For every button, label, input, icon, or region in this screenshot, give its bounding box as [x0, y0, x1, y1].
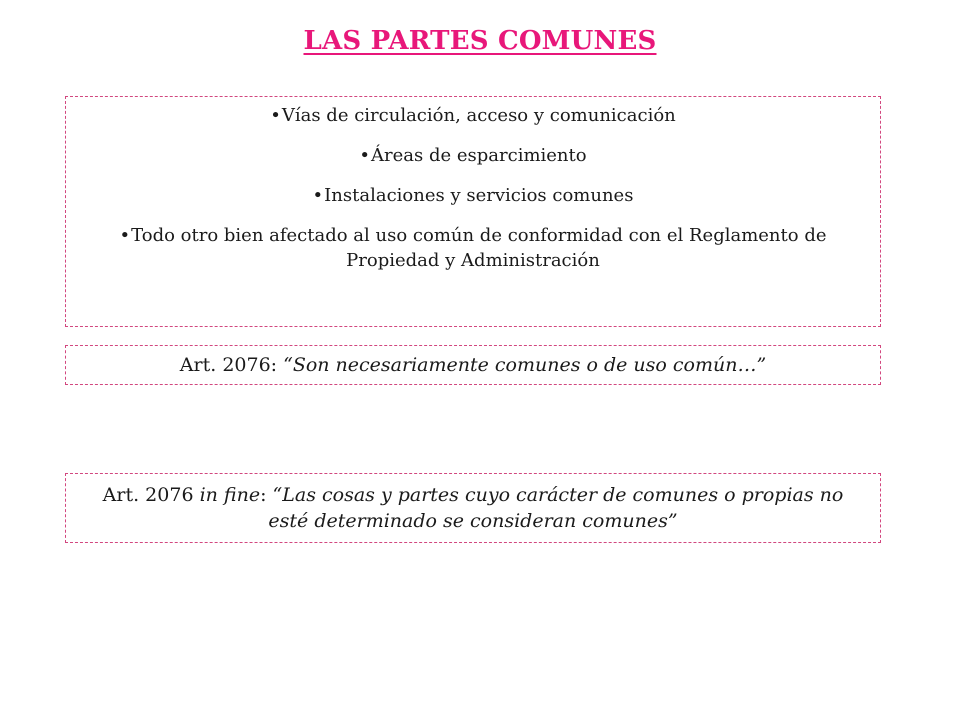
article-quote: “Son necesariamente comunes o de uso común…” — [283, 354, 767, 376]
bullet-icon: • — [270, 105, 281, 126]
article-2076-in-fine-box — [65, 473, 881, 543]
list-item — [86, 143, 860, 168]
list-item — [86, 223, 860, 273]
article-fine-quote: “Las cosas y partes cuyo carácter de comunes o propias no esté determinado se consideran comunes” — [268, 484, 844, 532]
article-fine-prefix: Art. 2076 — [102, 484, 200, 506]
article-prefix: Art. 2076: — [179, 354, 284, 376]
list-item-text: Áreas de esparcimiento — [371, 145, 587, 166]
page-title: LAS PARTES COMUNES — [303, 26, 657, 56]
article-fine-separator: : — [260, 484, 273, 506]
bullet-icon: • — [119, 225, 131, 246]
article-2076-box — [65, 345, 881, 385]
bullet-icon: • — [359, 145, 371, 166]
bullet-icon: • — [312, 185, 324, 206]
list-item — [86, 183, 860, 208]
list-item-text: Todo otro bien afectado al uso común de conformidad con el Reglamento de Propiedad y Administración — [131, 225, 827, 271]
list-item-text: Vías de circulación, acceso y comunicación — [281, 105, 676, 126]
common-parts-list — [66, 103, 880, 273]
list-item-text: Instalaciones y servicios comunes — [324, 185, 634, 206]
common-parts-list-box — [65, 96, 881, 327]
article-fine-qualifier: in fine — [199, 484, 261, 506]
list-item — [86, 103, 860, 128]
